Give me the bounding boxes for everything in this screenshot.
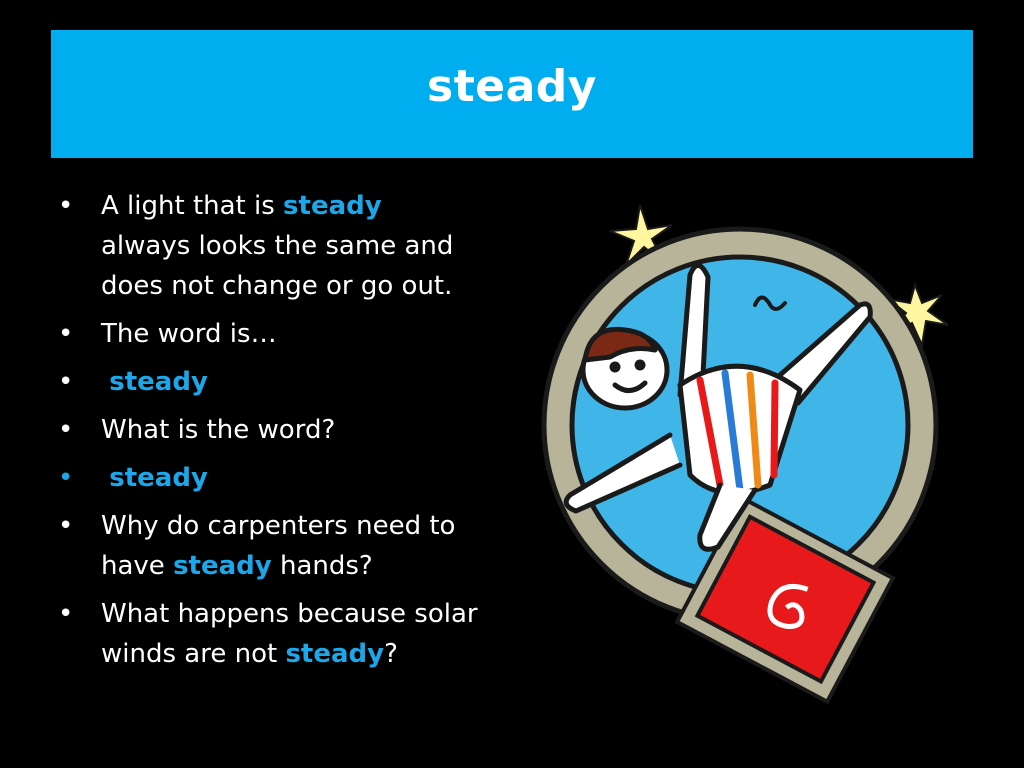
list-item [58, 458, 478, 498]
keyword: steady [173, 551, 272, 581]
cartwheel-child-icon [530, 185, 980, 705]
bullet-text: always looks the same and does not change or go out. [101, 231, 454, 301]
list-item [58, 186, 478, 306]
bullet-marker: • [58, 319, 74, 349]
keyword: steady [283, 191, 382, 221]
title-bar [51, 30, 973, 158]
bullet-text: What is the word? [101, 415, 336, 445]
bullet-list [58, 186, 478, 682]
keyword: steady [109, 463, 208, 493]
bullet-marker: • [58, 415, 74, 445]
bullet-text: hands? [271, 551, 373, 581]
list-item [58, 410, 478, 450]
bullet-text: Why do carpenters need to have [101, 511, 456, 581]
bullet-text: A light that is [101, 191, 284, 221]
bullet-marker: • [58, 511, 74, 541]
bullet-marker: • [58, 191, 74, 221]
bullet-marker: • [58, 599, 74, 629]
bullet-text: The word is… [101, 319, 277, 349]
bullet-marker: • [58, 367, 74, 397]
bullet-marker: • [58, 463, 74, 493]
keyword: steady [285, 639, 385, 669]
slide-title: steady [427, 60, 597, 112]
list-item [58, 506, 478, 586]
list-item [58, 314, 478, 354]
bullet-text: What happens because solar winds are not [101, 599, 478, 669]
bullet-text: ? [384, 639, 398, 669]
list-item [58, 362, 478, 402]
keyword: steady [109, 367, 208, 397]
list-item [58, 594, 478, 674]
